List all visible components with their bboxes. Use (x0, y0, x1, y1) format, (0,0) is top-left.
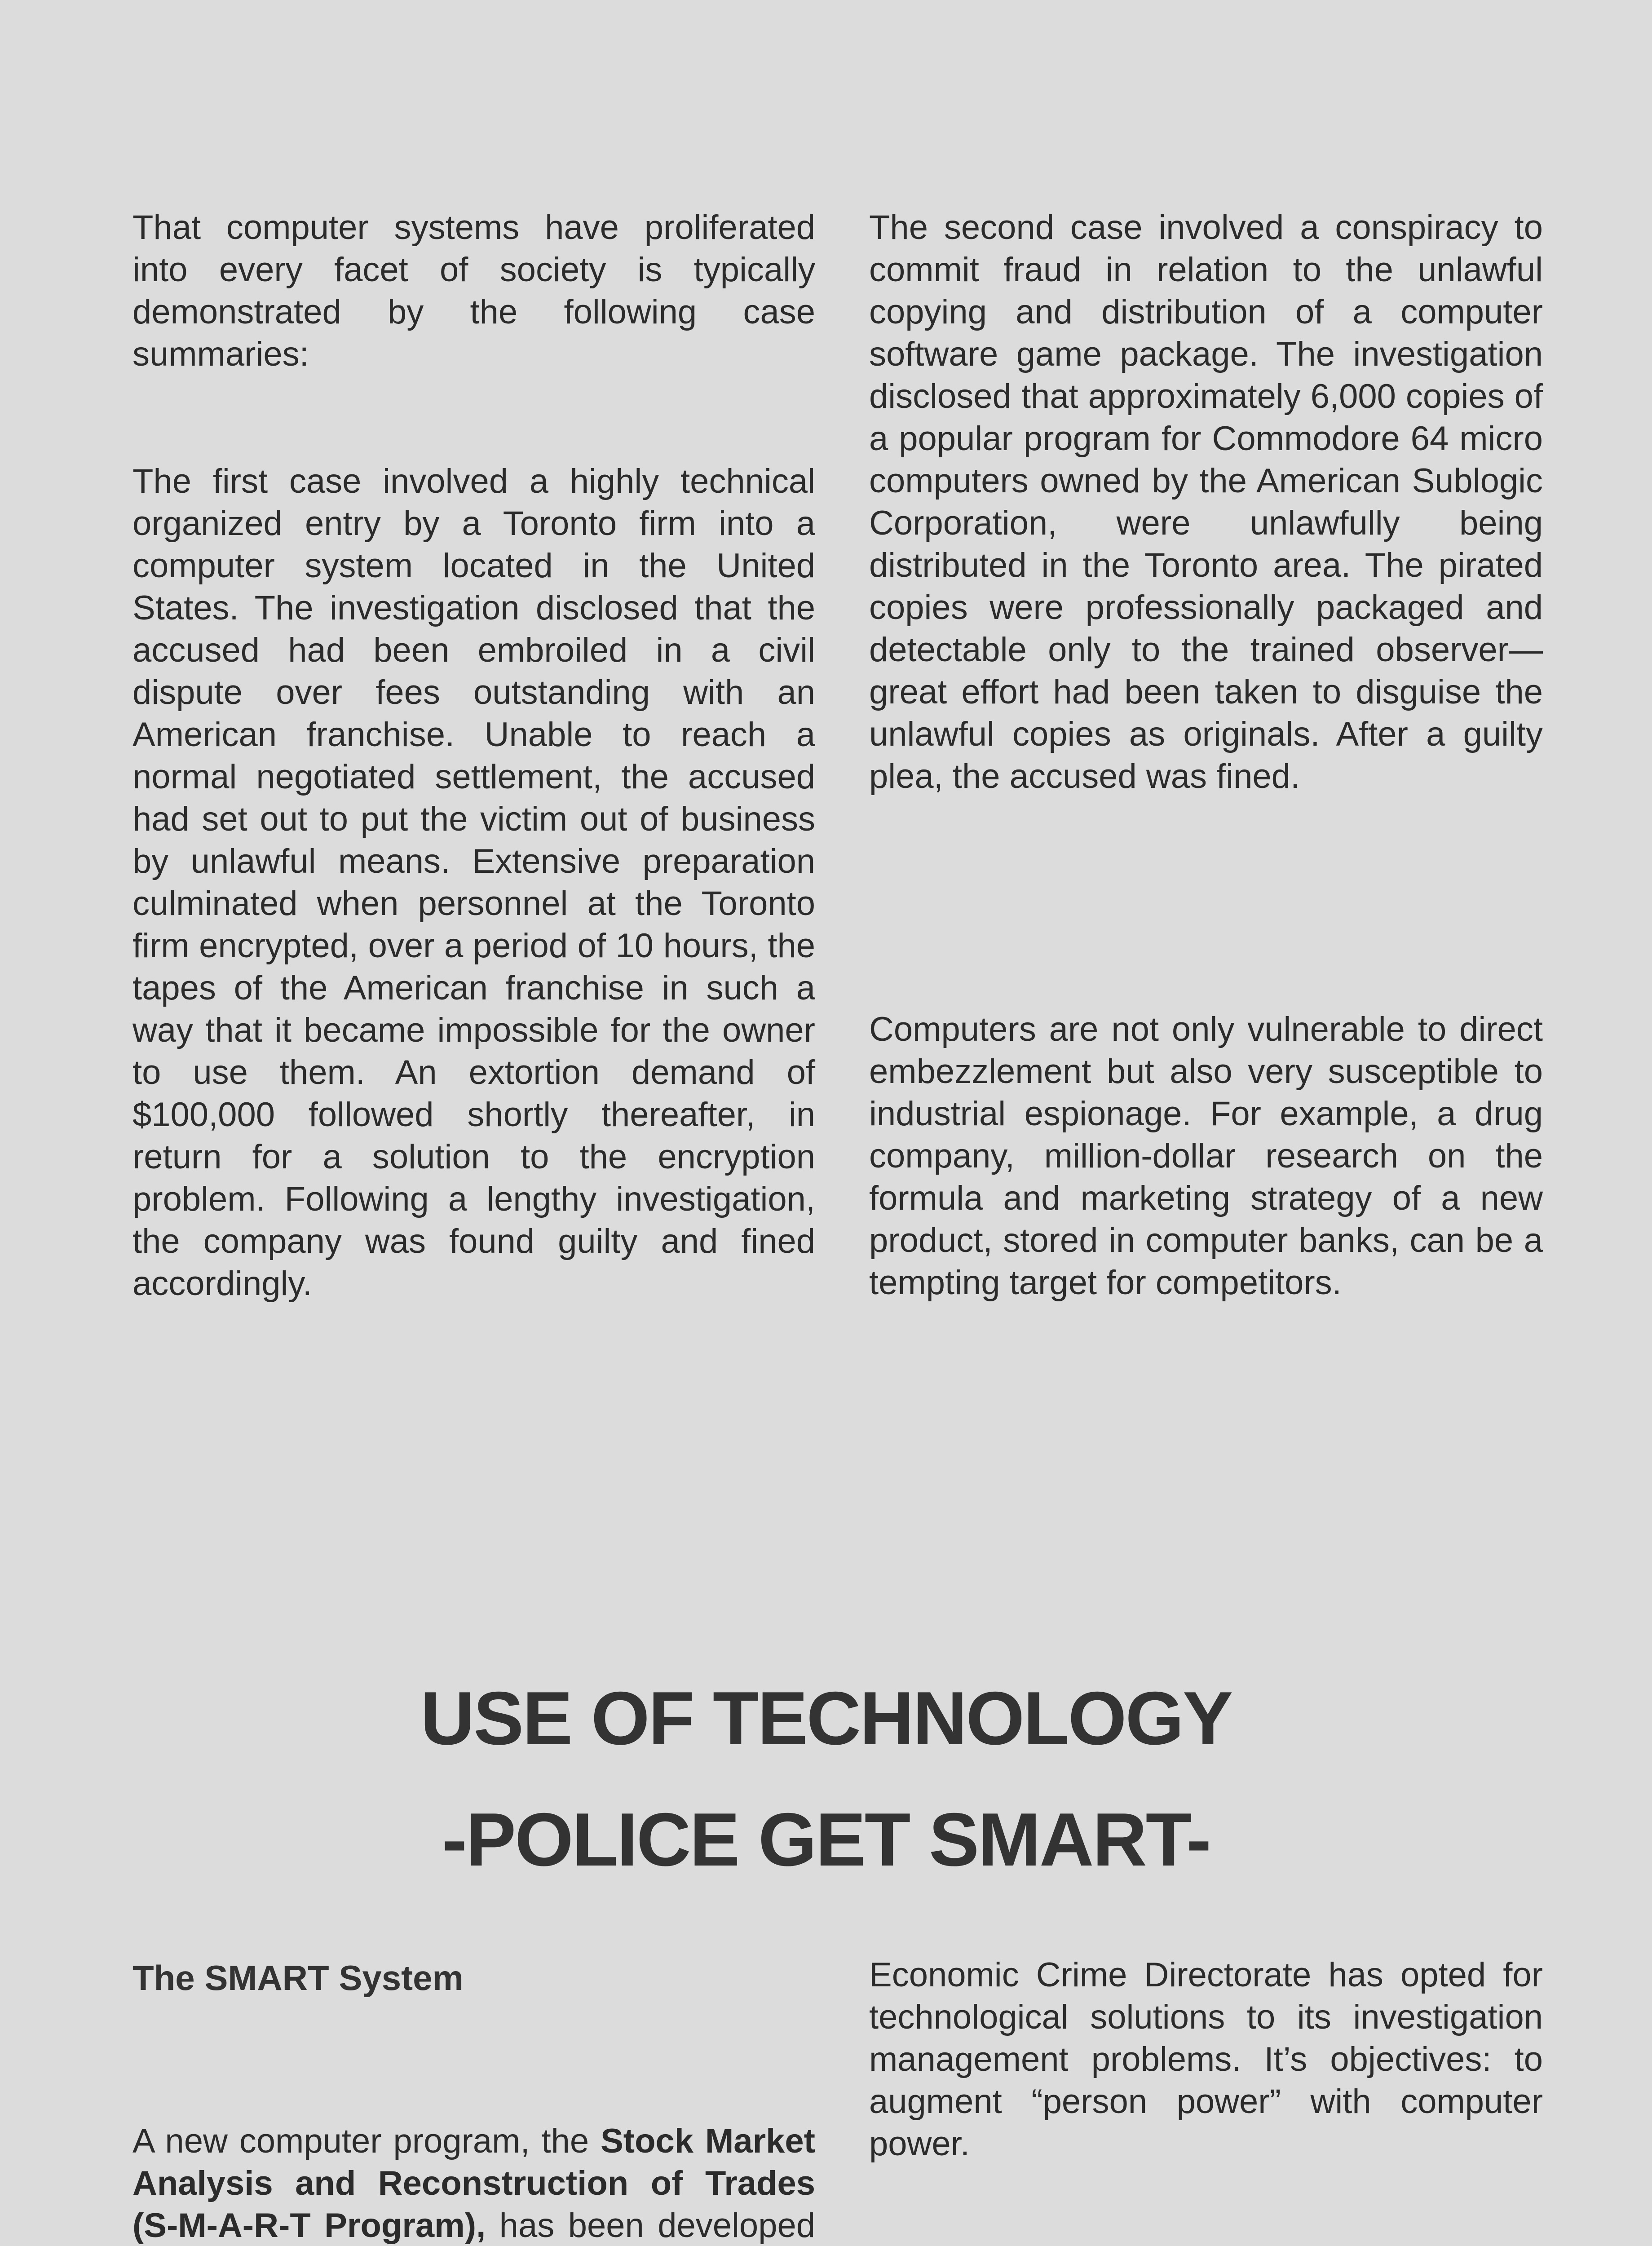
intro-paragraph: That computer systems have proliferated into every facet of society is typically demonstrated by the following case summaries: (133, 208, 815, 373)
smart-program-name: Stock Market Analysis and Reconstruction of Trades (S-M-A-R-T Program), (133, 2122, 815, 2245)
directorate-paragraph: Economic Crime Directorate has opted for technological solutions to its investigation management problems. It’s objectives: to augment “person power” with computer power. (869, 1956, 1543, 2163)
smart-program-text-start: A new computer program, the (133, 2122, 601, 2160)
first-case-paragraph: The first case involved a highly technical organized entry by a Toronto firm into a computer system located in the United States. The investigation disclosed that the accused had been embroiled in a civil dispute over fees outstanding with an American franchise. Unable to reach a normal negotiated settlement, the accused had set out to put the victim out of business by unlawful means. Extensive preparation culminated when personnel at the Toronto firm encrypted, over a period of 10 hours, the tapes of the American franchise in such a way that it became impossible for the owner to use them. An extortion demand of $100,000 followed shortly thereafter, in return for a solution to the encryption problem. Following a lengthy investigation, the company was found guilty and fined accordingly. (133, 462, 815, 1303)
smart-program-text-end: has been developed (499, 2206, 815, 2245)
section-heading-line-1: USE OF TECHNOLOGY (420, 1676, 1232, 1760)
section-heading (0, 1658, 1652, 1900)
smart-system-subheading: The SMART System (133, 1958, 464, 1998)
second-case-paragraph: The second case involved a conspiracy to commit fraud in relation to the unlawful copying and distribution of a computer software game package. The investigation disclosed that approximately 6,000 copies of a popular program for Commodore 64 micro computers owned by the American Sublogic Corporation, were unlawfully being distributed in the Toronto area. The pirated copies were professionally packaged and detectable only to the trained observer—great effort had been taken to disguise the unlawful copies as originals. After a guilty plea, the accused was fined. (869, 208, 1543, 796)
espionage-paragraph: Computers are not only vulnerable to direct embezzlement but also very susceptible to industrial espionage. For example, a drug company, million-dollar research on the formula and marketing strategy of a new product, stored in computer banks, can be a tempting target for competitors. (869, 1010, 1543, 1302)
smart-program-paragraph (133, 2120, 815, 2246)
section-heading-line-2: -POLICE GET SMART- (442, 1797, 1210, 1882)
